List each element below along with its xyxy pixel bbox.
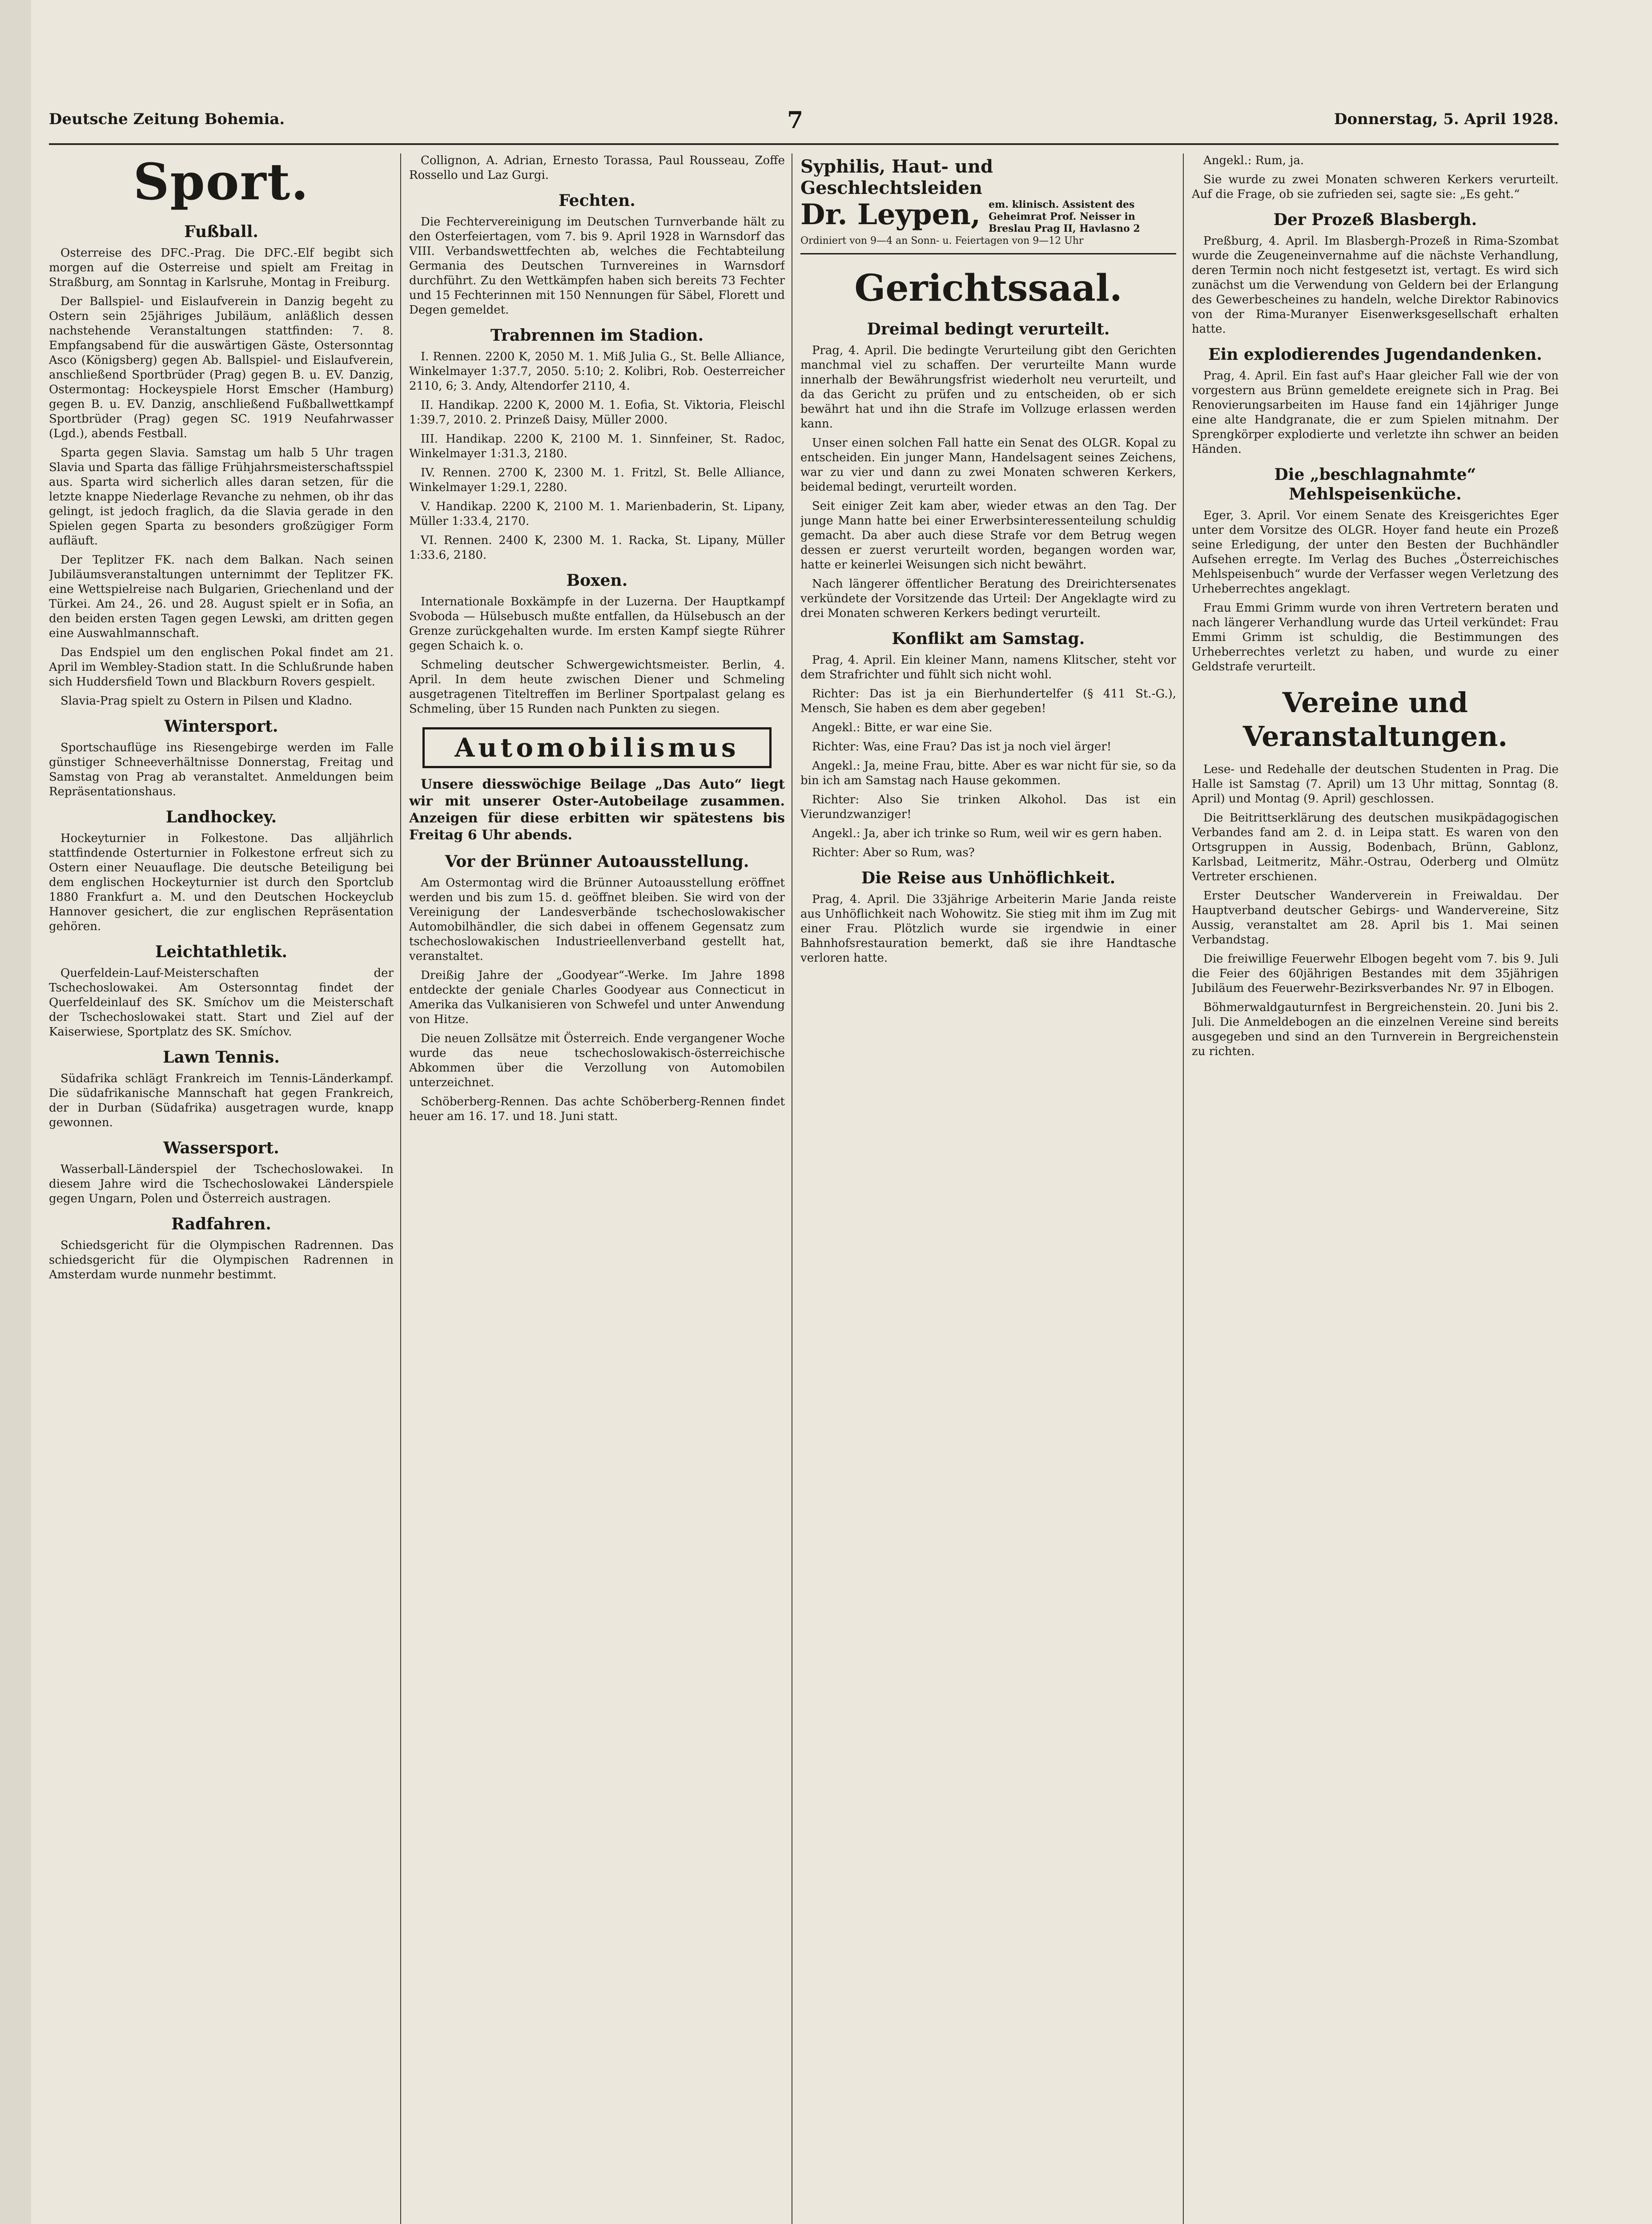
doctor-advertisement (800, 153, 1176, 254)
masthead-title: Deutsche Zeitung Bohemia. (49, 110, 285, 128)
paragraph: Sie wurde zu zwei Monaten schweren Kerkers verurteilt. Auf die Frage, ob sie zufrieden sei, sagte sie: „Es geht.“ (1192, 173, 1559, 201)
paragraph: I. Rennen. 2200 K, 2050 M. 1. Miß Julia G., St. Belle Alliance, Winkelmayer 1:37.7, 2050. 5:10; 2. Kolibri, Rob. Oesterreicher 2110, 6; 3. Andy, Altendorfer 2110, 4. (409, 350, 785, 393)
ad-specialty: Syphilis, Haut- und Geschlechtsleiden (800, 156, 993, 198)
paragraph: V. Handikap. 2200 K, 2100 M. 1. Marienbaderin, St. Lipany, Müller 1:33.4, 2170. (409, 500, 785, 528)
paragraph: Seit einiger Zeit kam aber, wieder etwas an den Tag. Der junge Mann hatte bei einer Erwerbsinteressenteilung schuldig gemacht. Da aber auch diese Strafe vor dem Betrug wegen dessen er zuerst verurteilt worden, begangen worden war, hatte er keinerlei Weisungen sich nicht bewährt. (800, 500, 1176, 572)
paragraph: Dreißig Jahre der „Goodyear“-Werke. Im Jahre 1898 entdeckte der geniale Charles Goodyear aus Connecticut in Amerika das Vulkanisieren von Schwefel und unter Anwendung von Hitze. (409, 969, 785, 1026)
paragraph: Am Ostermontag wird die Brünner Autoausstellung eröffnet werden und bis zum 15. d. geöffnet bleiben. Sie wird von der Vereinigung der Landesverbände tschechoslowakischer Automobilhändler, die sich dabei in offenem Gegensatz zum tschechoslowakischen Industrieellenverband gestellt hat, veranstaltet. (409, 876, 785, 963)
paragraph: Osterreise des DFC.-Prag. Die DFC.-Elf begibt sich morgen auf die Osterreise und spielt am Freitag in Straßburg, am Sonntag in Karlsruhe, Montag in Freiburg. (49, 246, 394, 289)
subheading-mehlspeisen: Die „beschlagnahmte“ Mehlspeisenküche. (1274, 465, 1476, 504)
subheading-leichtathletik: Leichtathletik. (155, 943, 288, 961)
paragraph: Angekl.: Bitte, er war eine Sie. (812, 721, 993, 734)
paragraph: Böhmerwaldgauturnfest in Bergreichenstein. 20. Juni bis 2. Juli. Die Anmeldebogen an die einzelnen Vereine sind bereits ausgegeben und sind an den Turnverein in Bergreichenstein zu richten. (1192, 1001, 1559, 1058)
paragraph: Prag, 4. April. Ein kleiner Mann, namens Klitscher, steht vor dem Strafrichter und fühlt sich nicht wohl. (800, 653, 1176, 681)
paragraph: Prag, 4. April. Die bedingte Verurteilung gibt den Gerichten manchmal viel zu schaffen. Der verurteilte Mann wurde innerhalb der Bewährungsfrist wiederholt neu verurteilt, und da das Gericht zu prüfen und zu entscheiden, ob er sich bewährt hat und ihn die Strafe im Vollzuge erlassen werden kann. (800, 344, 1176, 431)
column-divider (400, 153, 401, 2224)
masthead-date: Donnerstag, 5. April 1928. (1334, 110, 1559, 128)
paragraph: Wasserball-Länderspiel der Tschechoslowakei. In diesem Jahre wird die Tschechoslowakei Länderspiele gegen Ungarn, Polen und Österreich austragen. (49, 1163, 394, 1205)
subheading-radfahren: Radfahren. (171, 1215, 271, 1233)
paragraph: Preßburg, 4. April. Im Blasbergh-Prozeß in Rima-Szombat wurde die Zeugeneinvernahme auf die nächste Verhandlung, deren Termin noch nicht festgesetzt ist, vertagt. Es wird sich zunächst um die Verwendung von Geldern bei der Erlangung des Gewerbescheines zu handeln, welche Direktor Rabinovics von der Rima-Muranyer Eisenwerksgesellschaft erhalten hatte. (1192, 234, 1559, 336)
paragraph: Die Beitrittserklärung des deutschen musikpädagogischen Verbandes fand am 2. d. in Leipa statt. Es waren von den Ortsgruppen in Aussig, Bodenbach, Brünn, Gablonz, Karlsbad, Leitmeritz, Mähr.-Ostrau, Oderberg und Olmütz Vertreter erschienen. (1192, 811, 1559, 883)
subheading-fussball: Fußball. (184, 222, 258, 241)
paragraph: Slavia-Prag spielt zu Ostern in Pilsen und Kladno. (60, 694, 353, 708)
paragraph: Die Fechtervereinigung im Deutschen Turnverbande hält zu den Osterfeiertagen, vom 7. bis 9. April 1928 in Warnsdorf das VIII. Verbandswettfechten ab, welches die Fechtabteilung Germania des Deutschen Turnvereines in Warnsdorf durchführt. Zu den Wettkämpfen haben sich bereits 73 Fechter und 15 Fechterinnen mit 150 Nennungen für Säbel, Florett und Degen gemeldet. (409, 215, 785, 317)
paragraph: Angekl.: Ja, aber ich trinke so Rum, weil wir es gern haben. (812, 827, 1162, 840)
paragraph: Schöberberg-Rennen. Das achte Schöberberg-Rennen findet heuer am 16. 17. und 18. Juni statt. (409, 1095, 785, 1123)
column-sport (49, 153, 394, 2224)
paragraph: Nach längerer öffentlicher Beratung des Dreirichtersenates verkündete der Vorsitzende das Urteil: Der Angeklagte wird zu drei Monaten schweren Kerkers bedingt verurteilt. (800, 577, 1176, 620)
subheading-landhockey: Landhockey. (165, 808, 277, 826)
subheading-wintersport: Wintersport. (164, 717, 278, 736)
column-divider (1183, 153, 1184, 2224)
paragraph: Südafrika schlägt Frankreich im Tennis-Länderkampf. Die südafrikanische Mannschaft hat gegen Frankreich, der in Durban (Südafrika) ausgetragen wurde, knapp gewonnen. (49, 1072, 394, 1129)
paragraph: Schmeling deutscher Schwergewichtsmeister. Berlin, 4. April. In dem heute zwischen Diener und Schmeling ausgetragenen Titeltreffen im Berliner Sportpalast gelang es Schmeling, über 15 Runden nach Punkten zu siegen. (409, 658, 785, 716)
subheading-trabrennen: Trabrennen im Stadion. (490, 326, 704, 345)
paragraph: II. Handikap. 2200 K, 2000 M. 1. Eofia, St. Viktoria, Fleischl 1:39.7, 2010. 2. Prinzeß Daisy, Müller 2000. (409, 399, 785, 427)
paragraph: Prag, 4. April. Die 33jährige Arbeiterin Marie Janda reiste aus Unhöflichkeit nach Wohowitz. Sie stieg mit ihm im Zug mit einer Frau. Plötzlich wurde sie irgendwie in einer Bahnhofsrestauration bemerkt, daß sie ihre Handtasche verloren hatte. (800, 893, 1176, 965)
paragraph: Internationale Boxkämpfe in der Luzerna. Der Hauptkampf Svoboda — Hülsebusch mußte entfallen, da Hülsebusch an der Grenze zurückgehalten wurde. Im ersten Kampf siegte Rührer gegen Schaich k. o. (409, 595, 785, 653)
notice-beilage: Unsere diesswöchige Beilage „Das Auto“ liegt wir mit unserer Oster-Autobeilage zusammen. Anzeigen für diese erbitten wir spätestens bis Freitag 6 Uhr abends. (409, 777, 785, 843)
column-gerichtssaal (800, 153, 1176, 2224)
paragraph: Eger, 3. April. Vor einem Senate des Kreisgerichtes Eger unter dem Vorsitze des OLGR. Hoyer fand heute ein Prozeß seine Erledigung, der unter den Besten der Buchhändler Aufsehen erregte. Im Verlag des Buches „Österreichisches Mehlspeisenbuch“ wurde der Verfasser wegen Verletzung des Urheberrechtes angeklagt. (1192, 509, 1559, 596)
paragraph: Erster Deutscher Wanderverein in Freiwaldau. Der Hauptverband deutscher Gebirgs- und Wandervereine, Sitz Aussig, veranstaltet am 28. April bis 1. Mai seinen Verbandstag. (1192, 889, 1559, 947)
paragraph: Sparta gegen Slavia. Samstag um halb 5 Uhr tragen Slavia und Sparta das fällige Frühjahrsmeisterschaftsspiel aus. Sparta wird sicherlich alles daran setzen, für die letzte knappe Niederlage Revanche zu nehmen, ob ihr das gelingt, ist jedoch fraglich, da die Slavia gerade in den Spielen gegen Sparta zu besonders großzügiger Form aufläuft. (49, 446, 394, 548)
subheading-tennis: Lawn Tennis. (163, 1048, 280, 1067)
section-heading-sport: Sport. (133, 153, 309, 211)
paragraph: Richter: Aber so Rum, was? (812, 846, 975, 859)
subheading-fechten: Fechten. (559, 191, 635, 210)
paragraph: Die freiwillige Feuerwehr Elbogen begeht vom 7. bis 9. Juli die Feier des 60jährigen Bestandes mit dem 35jährigen Jubiläum des Feuerwehr-Bezirksverbandes Nr. 97 in Elbogen. (1192, 952, 1559, 995)
article-fussball (49, 246, 394, 709)
subheading-jugendandenken: Ein explodierendes Jugendandenken. (1208, 345, 1542, 364)
paragraph: Das Endspiel um den englischen Pokal findet am 21. April im Wembley-Stadion statt. In die Schlußrunde haben sich Huddersfield Town und Blackburn Rovers gespielt. (49, 646, 394, 689)
paragraph: III. Handikap. 2200 K, 2100 M. 1. Sinnfeiner, St. Radoc, Winkelmayer 1:31.3, 2180. (409, 432, 785, 460)
paragraph: Angekl.: Rum, ja. (1203, 154, 1304, 167)
paragraph: Der Ballspiel- und Eislaufverein in Danzig begeht zu Ostern sein 25jähriges Jubiläum, anläßlich dessen nachstehende Veranstaltungen stattfinden: 7. 8. Empfangsabend für die auswärtigen Gäste, Ostersonntag Asco (Königsberg) gegen Ab. Ballspiel- und Eislaufverein, anschließend Sportbrüder (Prag) gegen B. u. EV. Danzig, Ostermontag: Hockeyspiele Horst Emscher (Hamburg) gegen B. u. EV. Danzig, anschließend Fußballwettkampf Sportbrüder (Prag) gegen SC. 1919 Neufahrwasser (Lgd.), abends Festball. (49, 295, 394, 440)
paragraph: IV. Rennen. 2700 K, 2300 M. 1. Fritzl, St. Belle Alliance, Winkelmayer 1:29.1, 2280. (409, 466, 785, 494)
section-heading-automobilismus: Automobilismus (422, 727, 772, 768)
ad-credentials: em. klinisch. Assistent des Geheimrat Prof. Neisser in Breslau Prag II, Havlasno 2 (989, 199, 1140, 234)
subheading-konflikt: Konflikt am Samstag. (892, 629, 1085, 648)
section-heading-gerichtssaal: Gerichtssaal. (854, 267, 1122, 310)
paragraph: Hockeyturnier in Folkestone. Das alljährlich stattfindende Osterturnier in Folkestone erfreut sich zu Ostern einer Neuauflage. Die deutsche Beteiligung bei dem englischen Hockeyturnier ist durch den Sportclub 1880 Frankfurt a. M. und den Deutschen Hockeyclub Hannover gesichert, die zur englischen Repräsentation gehören. (49, 832, 394, 933)
masthead (49, 107, 1559, 137)
paragraph: Richter: Also Sie trinken Alkohol. Das ist ein Vierundzwanziger! (800, 793, 1176, 821)
paragraph: Sportschauflüge ins Riesengebirge werden im Falle günstiger Schneeverhältnisse Donnerstag, Freitag und Samstag von Prag ab veranstaltet. Anmeldungen beim Repräsentationshaus. (49, 741, 394, 798)
paragraph: Angekl.: Ja, meine Frau, bitte. Aber es war nicht für sie, so da bin ich am Samstag nach Hause gekommen. (800, 759, 1176, 787)
subheading-autoausstellung: Vor der Brünner Autoausstellung. (445, 852, 749, 871)
paragraph: Frau Emmi Grimm wurde von ihren Vertretern beraten und nach längerer Verhandlung wurde das Urteil verkündet: Frau Emmi Grimm ist schuldig, die Bestimmungen des Urheberrechtes verletzt zu haben, und wurde zu einer Geldstrafe verurteilt. (1192, 601, 1559, 673)
paragraph: VI. Rennen. 2400 K, 2300 M. 1. Racka, St. Lipany, Müller 1:33.6, 2180. (409, 534, 785, 562)
scan-margin (0, 0, 31, 2224)
column-vereine (1192, 153, 1559, 2224)
subheading-wassersport: Wassersport. (163, 1139, 279, 1157)
page-number: 7 (787, 107, 804, 134)
subheading-prozess: Der Prozeß Blasbergh. (1273, 210, 1477, 229)
paragraph: Der Teplitzer FK. nach dem Balkan. Nach seinen Jubiläumsveranstaltungen unternimmt der Teplitzer FK. eine Wettspielreise nach Bulgarien, Griechenland und der Türkei. Am 24., 26. und 28. August spielt er in Sofia, an den beiden ersten Tagen gegen Lewski, am dritten gegen eine Auswahlmannschaft. (49, 553, 394, 640)
paragraph: Richter: Was, eine Frau? Das ist ja noch viel ärger! (812, 740, 1112, 753)
paragraph: Prag, 4. April. Ein fast auf's Haar gleicher Fall wie der von vorgestern aus Brünn gemeldete ereignete sich in Prag. Bei Renovierungsarbeiten im Hause fand ein 14jähriger Junge eine alte Handgranate, die er zum Spielen mitnahm. Der Sprengkörper explodierte und verletzte ihn schwer an beiden Händen. (1192, 369, 1559, 456)
paragraph: Richter: Das ist ja ein Bierhundertelfer (§ 411 St.-G.), Mensch, Sie haben es dem aber gegeben! (800, 687, 1176, 715)
ad-hours: Ordiniert von 9—4 an Sonn- u. Feiertagen von 9—12 Uhr (800, 235, 1084, 246)
paragraph: Unser einen solchen Fall hatte ein Senat des OLGR. Kopal zu entscheiden. Ein junger Mann, Handelsagent seines Zeichens, war zu vier und dann zu zwei Monaten schweren Kerkers, beidemal bedingt, verurteilt worden. (800, 436, 1176, 494)
subheading-dreimal: Dreimal bedingt verurteilt. (867, 320, 1110, 338)
paragraph: Schiedsgericht für die Olympischen Radrennen. Das schiedsgericht für die Olympischen Radrennen in Amsterdam wurde nunmehr bestimmt. (49, 1239, 394, 1281)
paragraph: Querfeldein-Lauf-Meisterschaften der Tschechoslowakei. Am Ostersonntag findet der Querfeldeinlauf des SK. Smíchov um die Meisterschaft der Tschechoslowakei statt. Start und Ziel auf der Kaiserwiese, Sportplatz des SK. Smíchov. (49, 967, 394, 1039)
subheading-boxen: Boxen. (566, 571, 628, 590)
subheading-reise: Die Reise aus Unhöflichkeit. (861, 869, 1116, 887)
paragraph: Collignon, A. Adrian, Ernesto Torassa, Paul Rousseau, Zoffe Rossello und Laz Gurgi. (409, 154, 785, 182)
paragraph: Lese- und Redehalle der deutschen Studenten in Prag. Die Halle ist Samstag (7. April) um 13 Uhr mittag, Sonntag (8. April) und Montag (9. April) geschlossen. (1192, 763, 1559, 806)
masthead-rule (49, 143, 1559, 145)
section-heading-vereine: Vereine und Veranstaltungen. (1242, 686, 1508, 753)
paragraph: Die neuen Zollsätze mit Österreich. Ende vergangener Woche wurde das neue tschechoslowakisch-österreichische Abkommen über die Verzollung von Automobilen unterzeichnet. (409, 1032, 785, 1089)
column-sport-cont (409, 153, 785, 2224)
ad-doctor-name: Dr. Leypen, (800, 198, 981, 231)
